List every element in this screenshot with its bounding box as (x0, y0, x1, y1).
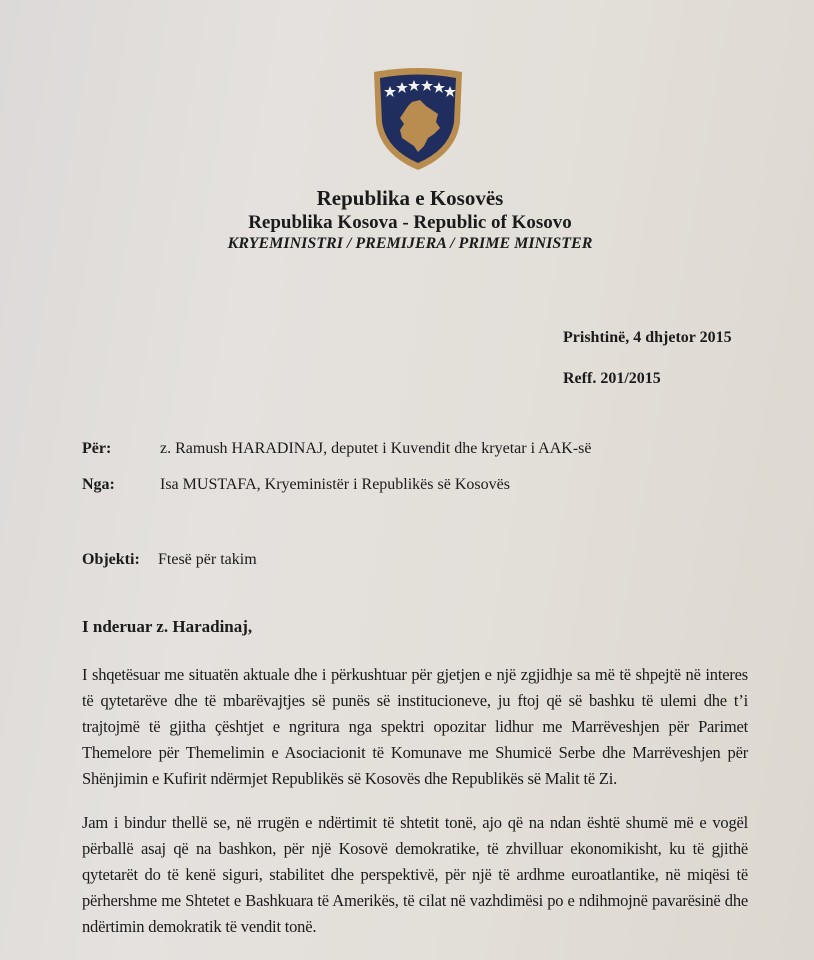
body-paragraph-2: Jam i bindur thellë se, në rrugën e ndërtimit të shtetit tonë, ajo që na ndan është shumë më e vogël përballë asaj që na bashkon, për një Kosovë demokratike, të zhvilluar ekonomikisht, ku të gjithë qytetarët do të kenë siguri, stabilitet dhe perspektivë, për një të ardhme euroatlantike, në miqësi të përhershme me Shtetet e Bashkuara të Amerikës, të cilat në vazhdimësi po e ndihmojnë pavarësinë dhe ndërtimin demokratik të vendit tonë. (82, 813, 748, 936)
coat-of-arms-icon (370, 66, 466, 172)
reference-number: Reff. 201/2015 (563, 370, 661, 387)
sender-row (82, 476, 510, 494)
subject-label: Objekti: (82, 551, 140, 568)
date-line: Prishtinë, 4 dhjetor 2015 (563, 329, 732, 346)
sender-value: Isa MUSTAFA, Kryeministër i Republikës së Kosovës (160, 476, 510, 493)
recipient-value: z. Ramush HARADINAJ, deputet i Kuvendit dhe kryetar i AAK-së (160, 440, 592, 457)
salutation: I nderuar z. Haradinaj, (82, 617, 253, 636)
sender-label: Nga: (82, 476, 115, 493)
letterhead-office: KRYEMINISTRI / PREMIJERA / PRIME MINISTER (227, 235, 593, 252)
letterhead-subtitle: Republika Kosova - Republic of Kosovo (248, 212, 572, 233)
recipient-row (82, 440, 591, 458)
subject-value: Ftesë për takim (158, 551, 257, 568)
letterhead-title: Republika e Kosovës (316, 186, 504, 210)
body-paragraph-1: I shqetësuar me situatën aktuale dhe i përkushtuar për gjetjen e një zgjidhje sa më të shpejtë në interes të qytetarëve dhe të mbarëvajtjes së punës së institucioneve, ju ftoj që së bashku të ulemi dhe t’i trajtojmë të gjitha çështjet e ngritura nga spektri opozitar lidhur me Marrëveshjen për Parimet Themelore për Themelimin e Asociacionit të Komunave me Shumicë Serbe dhe Marrëveshjen për Shënjimin e Kufirit ndërmjet Republikës së Kosovës dhe Republikës së Malit të Zi. (82, 665, 748, 788)
recipient-label: Për: (82, 440, 112, 457)
subject-row (82, 551, 257, 569)
